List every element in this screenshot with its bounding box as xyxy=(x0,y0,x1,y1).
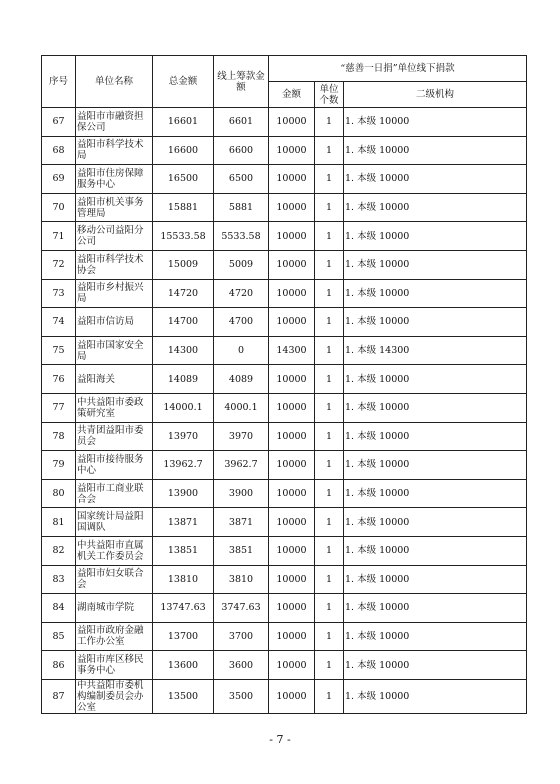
cell-online: 3900 xyxy=(214,479,269,508)
cell-amount: 10000 xyxy=(269,365,315,394)
cell-total: 16600 xyxy=(153,136,214,165)
cell-secondary: 1. 本级 10000 xyxy=(344,222,527,251)
cell-index: 71 xyxy=(42,222,76,251)
cell-online: 4000.1 xyxy=(214,393,269,422)
cell-unit-count: 1 xyxy=(315,136,344,165)
cell-total: 15009 xyxy=(153,250,214,279)
cell-online: 6600 xyxy=(214,136,269,165)
cell-total: 13747.63 xyxy=(153,594,214,623)
cell-online: 5533.58 xyxy=(214,222,269,251)
cell-amount: 10000 xyxy=(269,651,315,680)
header-online: 线上筹款金额 xyxy=(214,56,269,108)
cell-unit-count: 1 xyxy=(315,622,344,651)
table-row xyxy=(42,136,527,165)
header-secondary: 二级机构 xyxy=(344,82,527,108)
cell-online: 3500 xyxy=(214,679,269,713)
cell-secondary: 1. 本级 10000 xyxy=(344,679,527,713)
cell-unit-count: 1 xyxy=(315,422,344,451)
cell-amount: 10000 xyxy=(269,279,315,308)
cell-unit-name: 益阳市住房保障服务中心 xyxy=(76,165,153,194)
cell-total: 14000.1 xyxy=(153,393,214,422)
cell-total: 14700 xyxy=(153,308,214,337)
donation-table xyxy=(41,55,527,714)
cell-unit-count: 1 xyxy=(315,222,344,251)
cell-unit-name: 益阳市接待服务中心 xyxy=(76,451,153,480)
table-row xyxy=(42,651,527,680)
cell-online: 3851 xyxy=(214,536,269,565)
cell-index: 82 xyxy=(42,536,76,565)
cell-secondary: 1. 本级 10000 xyxy=(344,508,527,537)
cell-online: 5009 xyxy=(214,250,269,279)
cell-online: 3600 xyxy=(214,651,269,680)
table-row xyxy=(42,451,527,480)
table-row xyxy=(42,222,527,251)
table-row xyxy=(42,365,527,394)
table-row xyxy=(42,594,527,623)
cell-total: 13851 xyxy=(153,536,214,565)
cell-unit-name: 益阳市机关事务管理局 xyxy=(76,193,153,222)
cell-unit-count: 1 xyxy=(315,279,344,308)
cell-unit-name: 中共益阳市委政策研究室 xyxy=(76,393,153,422)
header-amount: 金额 xyxy=(269,82,315,108)
cell-secondary: 1. 本级 10000 xyxy=(344,622,527,651)
cell-index: 70 xyxy=(42,193,76,222)
cell-index: 76 xyxy=(42,365,76,394)
cell-secondary: 1. 本级 10000 xyxy=(344,193,527,222)
cell-index: 77 xyxy=(42,393,76,422)
cell-total: 14300 xyxy=(153,336,214,365)
table-row xyxy=(42,679,527,713)
cell-online: 0 xyxy=(214,336,269,365)
cell-unit-count: 1 xyxy=(315,193,344,222)
cell-unit-count: 1 xyxy=(315,336,344,365)
table-row xyxy=(42,536,527,565)
cell-unit-count: 1 xyxy=(315,308,344,337)
cell-amount: 10000 xyxy=(269,451,315,480)
cell-unit-name: 益阳市工商业联合会 xyxy=(76,479,153,508)
cell-secondary: 1. 本级 10000 xyxy=(344,165,527,194)
cell-secondary: 1. 本级 10000 xyxy=(344,250,527,279)
cell-total: 14720 xyxy=(153,279,214,308)
cell-unit-count: 1 xyxy=(315,679,344,713)
cell-unit-count: 1 xyxy=(315,365,344,394)
cell-secondary: 1. 本级 10000 xyxy=(344,422,527,451)
cell-amount: 10000 xyxy=(269,193,315,222)
cell-unit-count: 1 xyxy=(315,250,344,279)
cell-amount: 10000 xyxy=(269,622,315,651)
table-row xyxy=(42,336,527,365)
table-header xyxy=(42,56,527,108)
cell-online: 3810 xyxy=(214,565,269,594)
cell-unit-count: 1 xyxy=(315,508,344,537)
cell-amount: 10000 xyxy=(269,136,315,165)
cell-online: 3962.7 xyxy=(214,451,269,480)
cell-unit-name: 益阳市科学技术协会 xyxy=(76,250,153,279)
cell-unit-name: 中共益阳市直属机关工作委员会 xyxy=(76,536,153,565)
cell-total: 15881 xyxy=(153,193,214,222)
header-index: 序号 xyxy=(42,56,76,108)
cell-amount: 10000 xyxy=(269,308,315,337)
cell-index: 68 xyxy=(42,136,76,165)
cell-amount: 10000 xyxy=(269,165,315,194)
cell-unit-count: 1 xyxy=(315,479,344,508)
cell-total: 13600 xyxy=(153,651,214,680)
cell-index: 67 xyxy=(42,108,76,137)
cell-index: 69 xyxy=(42,165,76,194)
cell-unit-name: 益阳市库区移民事务中心 xyxy=(76,651,153,680)
cell-total: 14089 xyxy=(153,365,214,394)
cell-total: 13810 xyxy=(153,565,214,594)
cell-unit-name: 益阳市妇女联合会 xyxy=(76,565,153,594)
cell-secondary: 1. 本级 10000 xyxy=(344,536,527,565)
cell-amount: 14300 xyxy=(269,336,315,365)
cell-index: 87 xyxy=(42,679,76,713)
cell-total: 13871 xyxy=(153,508,214,537)
cell-unit-name: 益阳海关 xyxy=(76,365,153,394)
cell-unit-name: 共青团益阳市委员会 xyxy=(76,422,153,451)
table-row xyxy=(42,479,527,508)
cell-secondary: 1. 本级 10000 xyxy=(344,594,527,623)
header-unit-count: 单位个数 xyxy=(315,82,344,108)
cell-online: 4700 xyxy=(214,308,269,337)
cell-amount: 10000 xyxy=(269,508,315,537)
cell-secondary: 1. 本级 10000 xyxy=(344,651,527,680)
cell-index: 83 xyxy=(42,565,76,594)
cell-index: 86 xyxy=(42,651,76,680)
table-row xyxy=(42,622,527,651)
cell-unit-count: 1 xyxy=(315,393,344,422)
cell-index: 72 xyxy=(42,250,76,279)
table-row xyxy=(42,165,527,194)
table-row xyxy=(42,508,527,537)
header-total: 总金额 xyxy=(153,56,214,108)
cell-amount: 10000 xyxy=(269,393,315,422)
cell-unit-count: 1 xyxy=(315,565,344,594)
cell-secondary: 1. 本级 10000 xyxy=(344,136,527,165)
cell-unit-name: 中共益阳市委机构编制委员会办公室 xyxy=(76,679,153,713)
cell-amount: 10000 xyxy=(269,679,315,713)
cell-total: 13962.7 xyxy=(153,451,214,480)
cell-unit-name: 益阳市国家安全局 xyxy=(76,336,153,365)
cell-secondary: 1. 本级 10000 xyxy=(344,308,527,337)
table-row xyxy=(42,308,527,337)
cell-unit-name: 湖南城市学院 xyxy=(76,594,153,623)
cell-index: 78 xyxy=(42,422,76,451)
table-row xyxy=(42,393,527,422)
table-row xyxy=(42,279,527,308)
cell-secondary: 1. 本级 10000 xyxy=(344,393,527,422)
cell-index: 80 xyxy=(42,479,76,508)
cell-total: 15533.58 xyxy=(153,222,214,251)
cell-total: 13970 xyxy=(153,422,214,451)
cell-index: 75 xyxy=(42,336,76,365)
cell-index: 73 xyxy=(42,279,76,308)
table-row xyxy=(42,565,527,594)
table-row xyxy=(42,108,527,137)
table-row xyxy=(42,193,527,222)
cell-index: 81 xyxy=(42,508,76,537)
cell-amount: 10000 xyxy=(269,222,315,251)
cell-online: 3747.63 xyxy=(214,594,269,623)
cell-amount: 10000 xyxy=(269,565,315,594)
header-offline-group: “慈善一日捐”单位线下捐款 xyxy=(269,56,527,82)
cell-total: 16500 xyxy=(153,165,214,194)
table-body xyxy=(42,108,527,714)
cell-index: 79 xyxy=(42,451,76,480)
header-unit-name: 单位名称 xyxy=(76,56,153,108)
cell-index: 84 xyxy=(42,594,76,623)
cell-amount: 10000 xyxy=(269,422,315,451)
cell-online: 6601 xyxy=(214,108,269,137)
cell-unit-count: 1 xyxy=(315,451,344,480)
cell-unit-name: 益阳市科学技术局 xyxy=(76,136,153,165)
cell-unit-name: 益阳市乡村振兴局 xyxy=(76,279,153,308)
cell-unit-name: 益阳市政府金融工作办公室 xyxy=(76,622,153,651)
cell-secondary: 1. 本级 10000 xyxy=(344,479,527,508)
table-row xyxy=(42,250,527,279)
cell-amount: 10000 xyxy=(269,479,315,508)
cell-unit-name: 益阳市市融资担保公司 xyxy=(76,108,153,137)
cell-total: 13700 xyxy=(153,622,214,651)
cell-secondary: 1. 本级 14300 xyxy=(344,336,527,365)
cell-online: 3970 xyxy=(214,422,269,451)
cell-amount: 10000 xyxy=(269,250,315,279)
cell-online: 4089 xyxy=(214,365,269,394)
cell-total: 13900 xyxy=(153,479,214,508)
cell-secondary: 1. 本级 10000 xyxy=(344,365,527,394)
cell-unit-name: 移动公司益阳分公司 xyxy=(76,222,153,251)
cell-index: 85 xyxy=(42,622,76,651)
table-row xyxy=(42,422,527,451)
cell-unit-count: 1 xyxy=(315,651,344,680)
cell-online: 3871 xyxy=(214,508,269,537)
cell-total: 16601 xyxy=(153,108,214,137)
cell-online: 5881 xyxy=(214,193,269,222)
cell-unit-name: 益阳市信访局 xyxy=(76,308,153,337)
cell-online: 6500 xyxy=(214,165,269,194)
page-number: - 7 - xyxy=(269,733,291,746)
cell-secondary: 1. 本级 10000 xyxy=(344,279,527,308)
cell-amount: 10000 xyxy=(269,108,315,137)
cell-unit-count: 1 xyxy=(315,536,344,565)
cell-unit-count: 1 xyxy=(315,594,344,623)
cell-secondary: 1. 本级 10000 xyxy=(344,108,527,137)
cell-secondary: 1. 本级 10000 xyxy=(344,451,527,480)
cell-amount: 10000 xyxy=(269,594,315,623)
cell-unit-name: 国家统计局益阳国调队 xyxy=(76,508,153,537)
cell-unit-count: 1 xyxy=(315,108,344,137)
cell-unit-count: 1 xyxy=(315,165,344,194)
cell-secondary: 1. 本级 10000 xyxy=(344,565,527,594)
cell-amount: 10000 xyxy=(269,536,315,565)
cell-index: 74 xyxy=(42,308,76,337)
cell-total: 13500 xyxy=(153,679,214,713)
cell-online: 3700 xyxy=(214,622,269,651)
cell-online: 4720 xyxy=(214,279,269,308)
